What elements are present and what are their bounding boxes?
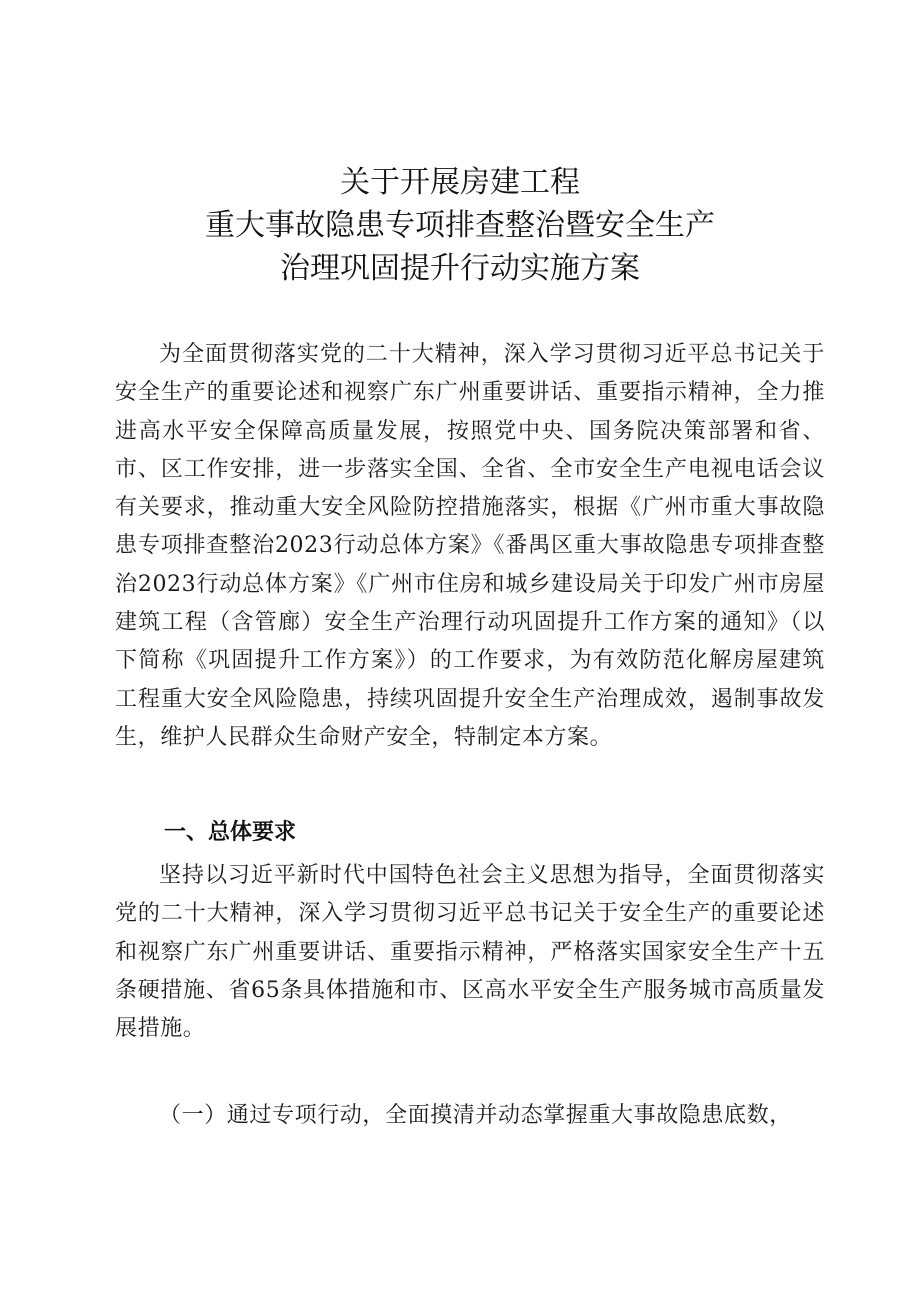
subsection-paragraph: （一）通过专项行动，全面摸清并动态掌握重大事故隐患底数，	[159, 1103, 792, 1128]
section-paragraph: 坚持以习近平新时代中国特色社会主义思想为指导，全面贯彻落实党的二十大精神，深入学习贯彻习近平总书记关于安全生产的重要论述和视察广东广州重要讲话、重要指示精神，严格落实国家安全生产十五条硬措施、省65条具体措施和市、区高水平安全生产服务城市高质量发展措施。	[115, 863, 825, 1042]
intro-paragraph: 为全面贯彻落实党的二十大精神，深入学习贯彻习近平总书记关于安全生产的重要论述和视察广东广州重要讲话、重要指示精神，全力推进高水平安全保障高质量发展，按照党中央、国务院决策部署和省、市、区工作安排，进一步落实全国、全省、全市安全生产电视电话会议有关要求，推动重大安全风险防控措施落实，根据《广州市重大事故隐患专项排查整治2023行动总体方案》《番禺区重大事故隐患专项排查整治2023行动总体方案》《广州市住房和城乡建设局关于印发广州市房屋建筑工程（含管廊）安全生产治理行动巩固提升工作方案的通知》（以下简称《巩固提升工作方案》）的工作要求，为有效防范化解房屋建筑工程重大安全风险隐患，持续巩固提升安全生产治理成效，遏制事故发生，维护人民群众生命财产安全，特制定本方案。	[115, 342, 825, 750]
document-title-line-1: 关于开展房建工程	[340, 165, 580, 200]
section-heading-general-requirements: 一、总体要求	[164, 820, 297, 845]
document-title-line-3: 治理巩固提升行动实施方案	[280, 251, 640, 286]
document-title-line-2: 重大事故隐患专项排查整治暨安全生产	[205, 208, 715, 243]
